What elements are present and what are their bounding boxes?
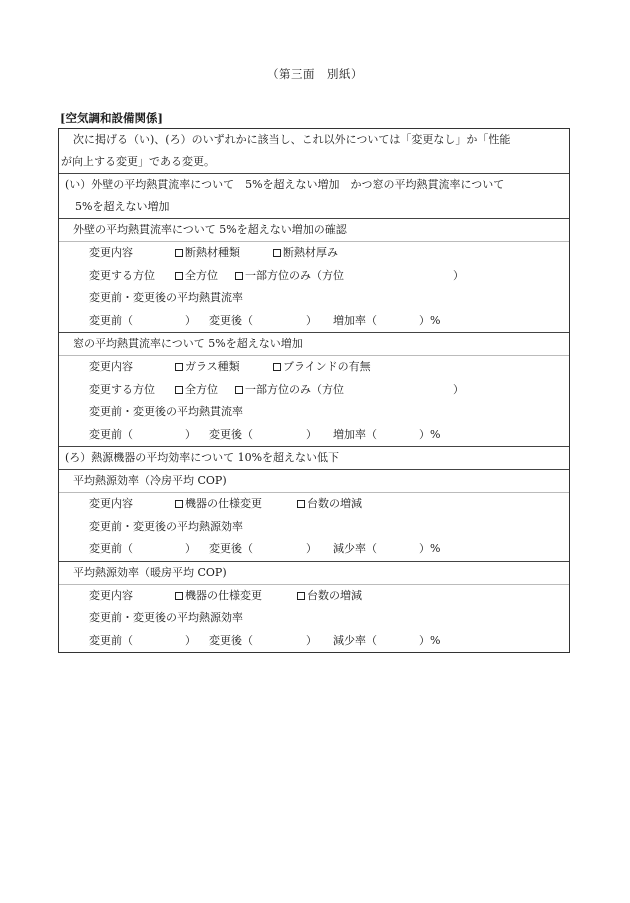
rate-label: 減少率（ [333, 542, 377, 555]
before-label: 変更前（ [89, 542, 133, 555]
cooling-change-content-row [59, 493, 569, 516]
checkbox-icon[interactable] [175, 249, 183, 257]
change-content-label: 変更内容 [89, 588, 133, 602]
cooling-option-spec-change[interactable]: 機器の仕様変更 [175, 493, 262, 516]
after-close: ） [306, 313, 317, 327]
intro-block [59, 129, 569, 174]
rate-close: ）% [419, 542, 441, 555]
cooling-values-row [59, 538, 569, 561]
heating-section [59, 562, 569, 653]
after-close: ） [306, 633, 317, 647]
window-option-glass-type[interactable]: ガラス種類 [175, 356, 240, 379]
condition-i-line-1: (い）外壁の平均熱貫流率について 5%を超えない増加 かつ窓の平均熱貫流率について [65, 178, 505, 191]
page-header-note: （第三面 別紙） [267, 67, 363, 81]
rate-close: ）% [419, 633, 441, 647]
checkbox-icon[interactable] [235, 272, 243, 280]
checkbox-icon[interactable] [297, 500, 305, 508]
before-close: ） [185, 633, 196, 647]
condition-ro-line: (ろ）熱源機器の平均効率について 10%を超えない低下 [65, 451, 340, 464]
condition-i-line-2: 5%を超えない増加 [75, 200, 170, 213]
wall-option-insulation-type[interactable]: 断熱材種類 [175, 242, 240, 265]
intro-line-1: 次に掲げる（い)、(ろ）のいずれかに該当し、これ以外については「変更なし」か「性能 [73, 133, 511, 146]
after-label: 変更後（ [209, 633, 253, 647]
wall-section [59, 219, 569, 333]
checkbox-icon[interactable] [273, 249, 281, 257]
change-content-label: 変更内容 [89, 246, 133, 259]
checkbox-icon[interactable] [235, 386, 243, 394]
rate-close: ）% [419, 427, 441, 441]
section-title: [空気調和設備関係] [60, 111, 163, 125]
window-before-after-label-row: 変更前・変更後の平均熱貫流率 [89, 405, 243, 418]
checkbox-icon[interactable] [273, 363, 281, 371]
window-section [59, 333, 569, 447]
after-label: 変更後（ [209, 427, 253, 441]
rate-label: 減少率（ [333, 633, 377, 647]
before-label: 変更前（ [89, 313, 133, 327]
window-option-blind[interactable]: ブラインドの有無 [273, 356, 371, 379]
change-content-label: 変更内容 [89, 497, 133, 510]
heating-section-title: 平均熱源効率（暖房平均 COP) [59, 562, 569, 585]
after-label: 変更後（ [209, 313, 253, 327]
rate-close: ）% [419, 313, 441, 327]
heating-option-spec-change[interactable]: 機器の仕様変更 [175, 585, 262, 608]
wall-section-title: 外壁の平均熱貫流率について 5%を超えない増加の確認 [59, 219, 569, 242]
before-label: 変更前（ [89, 427, 133, 441]
after-close: ） [306, 542, 317, 555]
form-table [58, 128, 570, 653]
direction-close-paren: ） [453, 268, 464, 282]
wall-change-content-row [59, 242, 569, 265]
direction-close-paren: ） [453, 382, 464, 396]
checkbox-icon[interactable] [297, 592, 305, 600]
heating-before-after-label-row: 変更前・変更後の平均熱源効率 [89, 611, 243, 624]
change-content-label: 変更内容 [89, 360, 133, 373]
wall-option-insulation-thickness[interactable]: 断熱材厚み [273, 242, 338, 265]
checkbox-icon[interactable] [175, 272, 183, 280]
cooling-before-after-label-row: 変更前・変更後の平均熱源効率 [89, 519, 243, 533]
checkbox-icon[interactable] [175, 386, 183, 394]
direction-label: 変更する方位 [89, 382, 155, 396]
checkbox-icon[interactable] [175, 363, 183, 371]
wall-direction-partial[interactable]: 一部方位のみ（方位 [235, 265, 344, 288]
window-direction-partial[interactable]: 一部方位のみ（方位 [235, 379, 344, 402]
before-close: ） [185, 427, 196, 441]
condition-ro-block [59, 447, 569, 470]
heating-option-unit-count[interactable]: 台数の増減 [297, 585, 362, 608]
wall-before-after-label-row: 変更前・変更後の平均熱貫流率 [89, 291, 243, 304]
rate-label: 増加率（ [333, 427, 377, 441]
window-direction-all[interactable]: 全方位 [175, 379, 218, 402]
condition-i-block [59, 174, 569, 219]
wall-direction-row [59, 265, 569, 288]
after-close: ） [306, 427, 317, 441]
before-label: 変更前（ [89, 633, 133, 647]
wall-direction-all[interactable]: 全方位 [175, 265, 218, 288]
cooling-section-title: 平均熱源効率（冷房平均 COP) [59, 470, 569, 493]
window-change-content-row [59, 356, 569, 379]
cooling-option-unit-count[interactable]: 台数の増減 [297, 493, 362, 516]
heating-values-row [59, 630, 569, 653]
before-close: ） [185, 542, 196, 555]
direction-label: 変更する方位 [89, 268, 155, 282]
rate-label: 増加率（ [333, 313, 377, 327]
after-label: 変更後（ [209, 542, 253, 555]
before-close: ） [185, 313, 196, 327]
cooling-section [59, 470, 569, 562]
window-section-title: 窓の平均熱貫流率について 5%を超えない増加 [59, 333, 569, 356]
intro-line-2: が向上する変更」である変更。 [61, 155, 215, 168]
wall-values-row [59, 310, 569, 333]
window-values-row [59, 424, 569, 447]
window-direction-row [59, 379, 569, 402]
checkbox-icon[interactable] [175, 592, 183, 600]
heating-change-content-row [59, 585, 569, 608]
checkbox-icon[interactable] [175, 500, 183, 508]
